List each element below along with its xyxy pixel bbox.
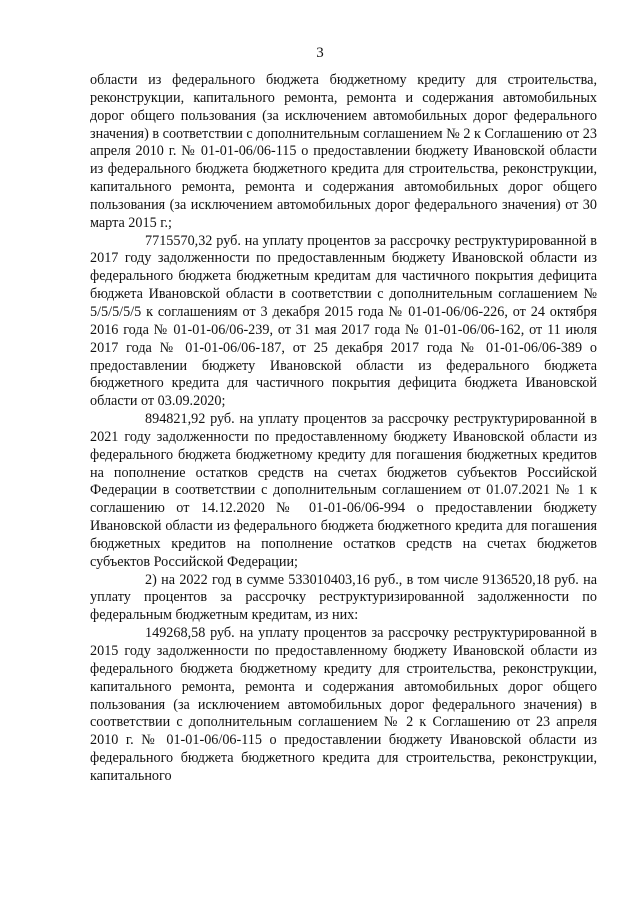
- page-number: 3: [316, 45, 324, 61]
- paragraph-interest-2021: 894821,92 руб. на уплату процентов за рассрочку реструктурированной в 2021 году задолженности по предоставленному бюджету Ивановской области из федерального бюджета бюджетному кредиту для погашения бюджетных кредитов на пополнение остатков средств на счетах бюджетов субъектов Российской Федерации в соответствии с дополнительным соглашением от 01.07.2021 № 1 к соглашению от 14.12.2020 № 01-01-06/06-994 о предоставлении бюджету Ивановской области из федерального бюджета бюджетного кредита для погашения бюджетных кредитов на пополнение остатков средств на счетах бюджетов субъектов Российской Федерации;: [90, 411, 597, 570]
- document-body: [90, 72, 597, 786]
- paragraph-2022-total: 2) на 2022 год в сумме 533010403,16 руб., в том числе 9136520,18 руб. на уплату процентов за рассрочку реструктуризированной задолженности по федеральным бюджетным кредитам, из них:: [90, 571, 597, 624]
- paragraph-interest-2015: 149268,58 руб. на уплату процентов за рассрочку реструктурированной в 2015 году задолженности по предоставленному бюджету Ивановской области из федерального бюджета бюджетному кредиту для строительства, реконструкции, капитального ремонта, ремонта и содержания автомобильных дорог общего пользования (за исключением автомобильных дорог федерального значения) в соответствии с дополнительным соглашением № 2 к Соглашению от 23 апреля 2010 г. № 01-01-06/06-115 о предоставлении бюджету Ивановской области из федерального бюджета бюджетного кредита для строительства, реконструкции, капитального: [90, 625, 597, 784]
- paragraph-interest-2017: 7715570,32 руб. на уплату процентов за рассрочку реструктурированной в 2017 году задолженности по предоставленным бюджету Ивановской области из федерального бюджета бюджетным кредитам для частичного покрытия дефицита бюджета Ивановской области в соответствии с дополнительным соглашением № 5/5/5/5/5 к соглашениям от 3 декабря 2015 года № 01-01-06/06-226, от 24 октября 2016 года № 01-01-06/06-239, от 31 мая 2017 года № 01-01-06/06-162, от 11 июля 2017 года № 01-01-06/06-187, от 25 декабря 2017 года № 01-01-06/06-389 о предоставлении бюджету Ивановской области из федерального бюджета бюджетного кредита для частичного покрытия дефицита бюджета Ивановской области от 03.09.2020;: [90, 232, 597, 410]
- paragraph-continuation: области из федерального бюджета бюджетному кредиту для строительства, реконструкции, капитального ремонта, ремонта и содержания автомобильных дорог общего пользования (за исключением автомобильных дорог федерального значения) в соответствии с дополнительным соглашением № 2 к Соглашению от 23 апреля 2010 г. № 01-01-06/06-115 о предоставлении бюджету Ивановской области из федерального бюджета бюджетного кредита для строительства, реконструкции, капитального ремонта, ремонта и содержания автомобильных дорог общего пользования (за исключением автомобильных дорог федерального значения) от 30 марта 2015 г.;: [90, 72, 597, 231]
